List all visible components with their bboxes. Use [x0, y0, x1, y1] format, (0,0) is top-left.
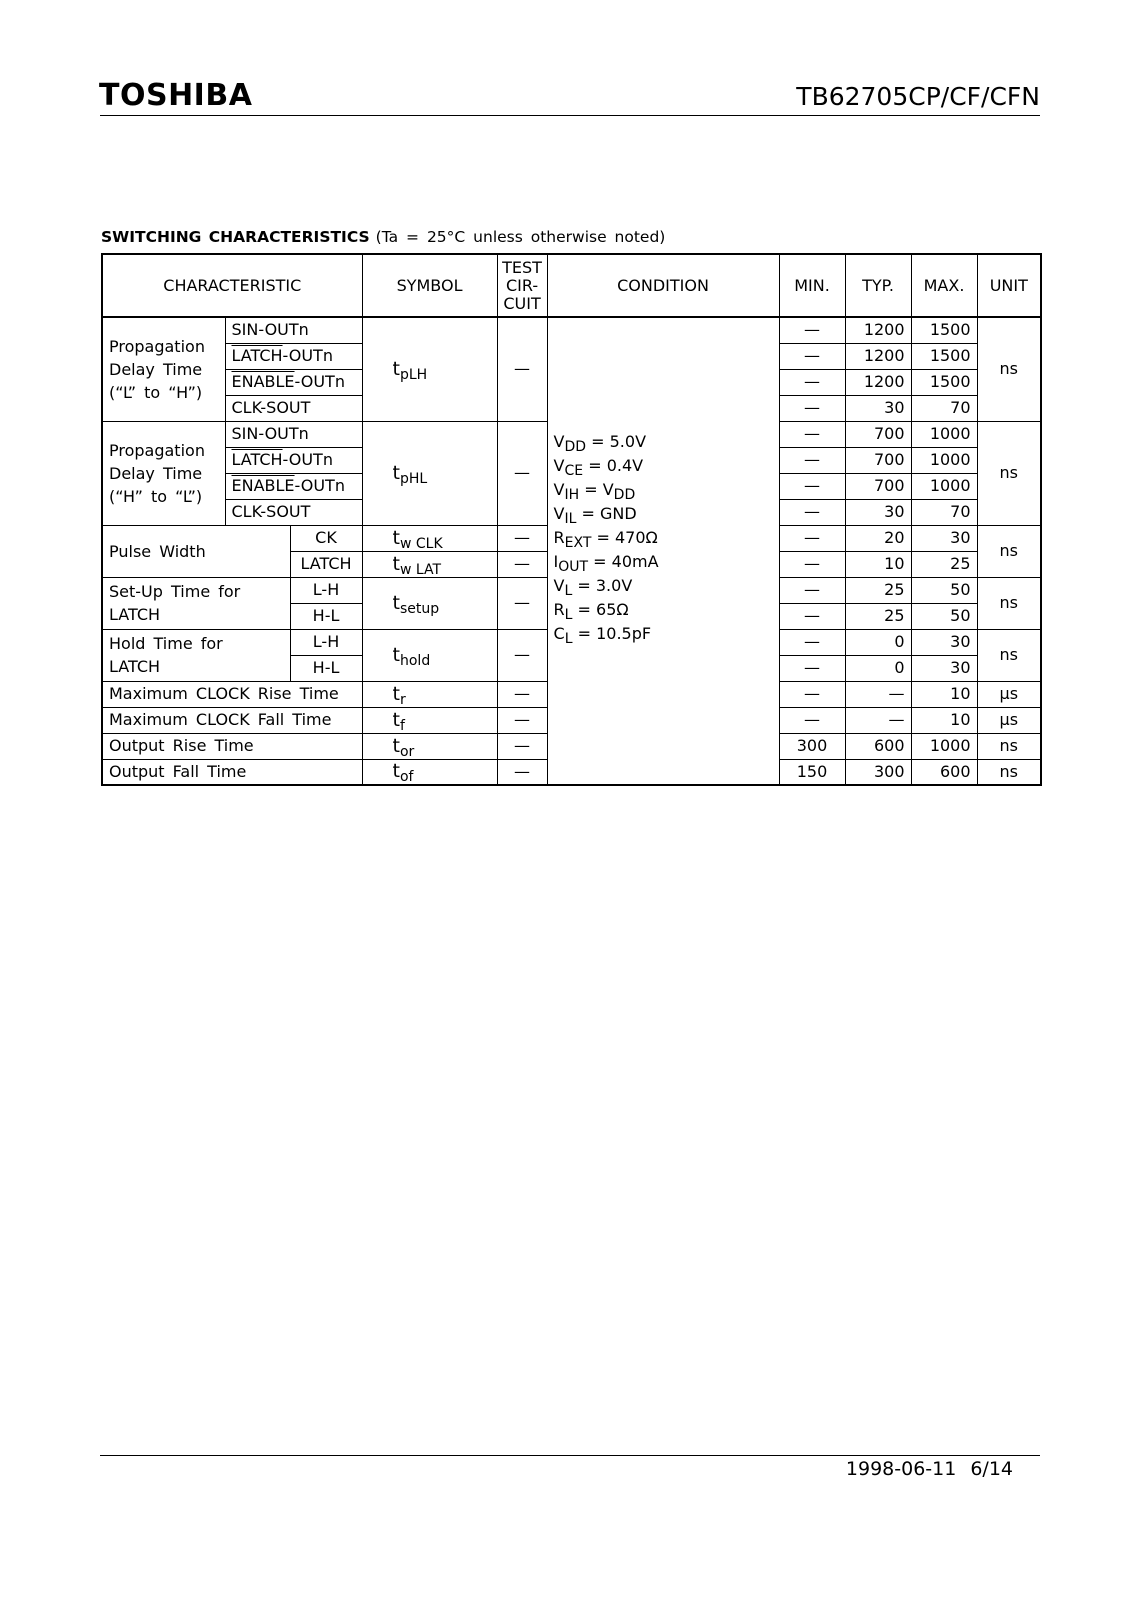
cond-var: V: [553, 576, 565, 595]
label-line: Delay Time: [109, 463, 203, 483]
header-test-circuit: [497, 254, 547, 317]
symbol-sub: hold: [399, 652, 431, 669]
max-value: 10: [911, 707, 977, 733]
cond-sub: DD: [564, 439, 587, 455]
test-circuit: —: [497, 733, 547, 759]
label-line: Delay Time: [109, 359, 203, 379]
test-circuit: —: [497, 525, 547, 551]
header-test-line: CUIT: [503, 293, 541, 313]
header-divider: [100, 115, 1040, 116]
symbol-main: t: [392, 760, 400, 783]
symbol-sub: of: [399, 769, 414, 785]
max-value: 1500: [911, 369, 977, 395]
header-max: MAX.: [911, 254, 977, 317]
cond-sub: OUT: [558, 559, 589, 575]
label-line: (“L” to “H”): [109, 382, 203, 402]
max-value: 50: [911, 603, 977, 629]
propagation-hl-label: [102, 421, 225, 525]
cond-sub: IH: [564, 487, 580, 503]
condition-line: [554, 574, 775, 598]
cond-sub: EXT: [564, 535, 592, 551]
test-circuit: —: [497, 317, 547, 421]
test-circuit: —: [497, 707, 547, 733]
max-value: 1000: [911, 447, 977, 473]
unit-value: μs: [977, 707, 1041, 733]
max-clock-rise-label: Maximum CLOCK Rise Time: [102, 681, 362, 707]
cond-sub: L: [564, 583, 573, 599]
typ-value: 30: [845, 499, 911, 525]
min-value: —: [779, 317, 845, 343]
symbol-main: t: [392, 526, 400, 549]
unit-value: ns: [977, 421, 1041, 525]
condition-line: [554, 622, 775, 646]
label-line: Propagation: [109, 336, 205, 356]
test-circuit: —: [497, 551, 547, 577]
path-rest: -OUTn: [282, 450, 333, 469]
typ-value: 0: [845, 629, 911, 655]
condition-cell: [547, 317, 779, 785]
symbol-sub: w CLK: [399, 535, 443, 551]
condition-line: [554, 550, 775, 574]
cond-var: R: [553, 600, 565, 619]
symbol-tphl: [362, 421, 497, 525]
max-value: 10: [911, 681, 977, 707]
cond-sub: L: [564, 631, 573, 647]
path-overlined: LATCH: [231, 450, 283, 469]
symbol-tf: [362, 707, 497, 733]
sub-condition: H-L: [290, 603, 362, 629]
unit-value: ns: [977, 759, 1041, 785]
max-value: 70: [911, 499, 977, 525]
max-value: 1500: [911, 343, 977, 369]
unit-value: ns: [977, 525, 1041, 577]
cond-var: V: [553, 432, 565, 451]
symbol-tw-clk: [362, 525, 497, 551]
label-line: LATCH: [109, 605, 161, 624]
typ-value: 10: [845, 551, 911, 577]
unit-value: ns: [977, 733, 1041, 759]
max-value: 70: [911, 395, 977, 421]
path-rest: -OUTn: [282, 346, 333, 365]
max-value: 30: [911, 629, 977, 655]
min-value: —: [779, 577, 845, 603]
typ-value: 0: [845, 655, 911, 681]
header-row: [102, 254, 1041, 317]
table-row: [102, 317, 1041, 343]
output-fall-label: Output Fall Time: [102, 759, 362, 785]
typ-value: 1200: [845, 317, 911, 343]
max-value: 30: [911, 655, 977, 681]
cond-value: = 10.5pF: [572, 624, 652, 643]
cond-value: = 5.0V: [586, 432, 647, 451]
path-overlined: ENABLE: [231, 476, 295, 495]
footer-date: 1998-06-11: [845, 1458, 957, 1480]
typ-value: 700: [845, 473, 911, 499]
symbol-main: t: [392, 708, 400, 731]
symbol-tsetup: [362, 577, 497, 629]
cond-var: V: [553, 504, 565, 523]
hold-time-label: [102, 629, 290, 681]
pulse-width-label: [102, 525, 290, 577]
cond-value: = 470Ω: [591, 528, 658, 547]
path-overlined: ENABLE: [231, 372, 295, 391]
symbol-tof: [362, 759, 497, 785]
min-value: —: [779, 343, 845, 369]
min-value: 300: [779, 733, 845, 759]
cond-sub: DD: [613, 487, 636, 503]
path-sin-outn: SIN-OUTn: [225, 421, 362, 447]
min-value: —: [779, 603, 845, 629]
label-line: (“H” to “L”): [109, 486, 203, 506]
condition-line: [554, 502, 775, 526]
symbol-sub: w LAT: [399, 561, 442, 577]
output-rise-label: Output Rise Time: [102, 733, 362, 759]
page-number: 6/14: [970, 1458, 1013, 1480]
section-note: (Ta = 25°C unless otherwise noted): [375, 228, 666, 246]
unit-value: ns: [977, 629, 1041, 681]
max-value: 50: [911, 577, 977, 603]
min-value: —: [779, 447, 845, 473]
symbol-tor: [362, 733, 497, 759]
min-value: —: [779, 473, 845, 499]
path-sin-outn: SIN-OUTn: [225, 317, 362, 343]
header-condition: CONDITION: [547, 254, 779, 317]
test-circuit: —: [497, 629, 547, 681]
typ-value: 20: [845, 525, 911, 551]
typ-value: 700: [845, 447, 911, 473]
condition-line: [554, 598, 775, 622]
header-unit: UNIT: [977, 254, 1041, 317]
path-rest: -OUTn: [294, 476, 345, 495]
setup-time-label: [102, 577, 290, 629]
typ-value: 25: [845, 577, 911, 603]
symbol-sub: r: [399, 691, 406, 707]
test-circuit: —: [497, 759, 547, 785]
symbol-tplh: [362, 317, 497, 421]
propagation-lh-label: [102, 317, 225, 421]
switching-characteristics-table: [101, 253, 1042, 786]
min-value: —: [779, 369, 845, 395]
symbol-sub: setup: [399, 600, 440, 617]
cond-sub: CE: [564, 463, 584, 479]
typ-value: 1200: [845, 343, 911, 369]
label-line: LATCH: [109, 657, 161, 676]
part-number: TB62705CP/CF/CFN: [796, 82, 1040, 111]
path-enable-outn: [225, 369, 362, 395]
symbol-main: t: [392, 734, 400, 757]
path-clk-sout: CLK-SOUT: [225, 499, 362, 525]
max-value: 1500: [911, 317, 977, 343]
min-value: —: [779, 499, 845, 525]
header-min: MIN.: [779, 254, 845, 317]
typ-value: 700: [845, 421, 911, 447]
section-title: [101, 227, 665, 247]
typ-value: 1200: [845, 369, 911, 395]
cond-value: = 3.0V: [572, 576, 633, 595]
unit-value: μs: [977, 681, 1041, 707]
symbol-main: t: [392, 682, 400, 705]
path-clk-sout: CLK-SOUT: [225, 395, 362, 421]
cond-sub: IL: [564, 511, 577, 527]
path-overlined: LATCH: [231, 346, 283, 365]
max-value: 1000: [911, 421, 977, 447]
symbol-tw-lat: [362, 551, 497, 577]
typ-value: 30: [845, 395, 911, 421]
symbol-sub: f: [399, 717, 405, 733]
cond-value: = 40mA: [588, 552, 659, 571]
path-latch-outn: [225, 447, 362, 473]
path-rest: -OUTn: [294, 372, 345, 391]
path-enable-outn: [225, 473, 362, 499]
cond-var: V: [553, 456, 565, 475]
symbol-main: t: [392, 552, 400, 575]
cond-value: = V: [579, 480, 614, 499]
footer-divider: [100, 1455, 1040, 1456]
max-clock-fall-label: Maximum CLOCK Fall Time: [102, 707, 362, 733]
condition-line: [554, 478, 775, 502]
min-value: —: [779, 395, 845, 421]
test-circuit: —: [497, 681, 547, 707]
header-typ: TYP.: [845, 254, 911, 317]
typ-value: —: [845, 707, 911, 733]
min-value: —: [779, 707, 845, 733]
test-circuit: —: [497, 577, 547, 629]
symbol-thold: [362, 629, 497, 681]
cond-value: = 0.4V: [583, 456, 644, 475]
min-value: —: [779, 525, 845, 551]
sub-condition: L-H: [290, 577, 362, 603]
cond-var: R: [553, 528, 565, 547]
cond-var: C: [553, 624, 565, 643]
footer: [846, 1457, 1013, 1481]
sub-condition: H-L: [290, 655, 362, 681]
min-value: —: [779, 421, 845, 447]
max-value: 25: [911, 551, 977, 577]
condition-line: [554, 430, 775, 454]
symbol-main: t: [392, 357, 400, 380]
symbol-sub: pHL: [399, 470, 428, 487]
symbol-main: t: [392, 591, 400, 614]
cond-sub: L: [564, 607, 573, 623]
max-value: 1000: [911, 733, 977, 759]
cond-var: I: [553, 552, 559, 571]
min-value: 150: [779, 759, 845, 785]
cond-value: = GND: [576, 504, 637, 523]
max-value: 600: [911, 759, 977, 785]
label-line: Propagation: [109, 440, 205, 460]
max-value: 1000: [911, 473, 977, 499]
condition-line: [554, 526, 775, 550]
cond-var: V: [553, 480, 565, 499]
test-circuit: —: [497, 421, 547, 525]
cond-value: = 65Ω: [572, 600, 629, 619]
unit-value: ns: [977, 577, 1041, 629]
unit-value: ns: [977, 317, 1041, 421]
min-value: —: [779, 551, 845, 577]
condition-line: [554, 454, 775, 478]
typ-value: 600: [845, 733, 911, 759]
symbol-tr: [362, 681, 497, 707]
section-heading: SWITCHING CHARACTERISTICS: [101, 228, 370, 246]
typ-value: 300: [845, 759, 911, 785]
label-line: Hold Time for: [109, 634, 223, 653]
header-characteristic: CHARACTERISTIC: [102, 254, 362, 317]
path-latch-outn: [225, 343, 362, 369]
sub-condition: L-H: [290, 629, 362, 655]
symbol-sub: pLH: [399, 366, 428, 383]
header-symbol: SYMBOL: [362, 254, 497, 317]
typ-value: —: [845, 681, 911, 707]
header-test-line: CIR-: [505, 275, 539, 295]
sub-condition: CK: [290, 525, 362, 551]
max-value: 30: [911, 525, 977, 551]
symbol-main: t: [392, 643, 400, 666]
header-test-line: TEST: [502, 257, 542, 277]
typ-value: 25: [845, 603, 911, 629]
toshiba-logo: TOSHIBA: [99, 78, 253, 113]
label-line: Set-Up Time for: [109, 582, 241, 601]
symbol-main: t: [392, 461, 400, 484]
sub-condition: LATCH: [290, 551, 362, 577]
label-line: Pulse Width: [109, 541, 206, 561]
symbol-sub: or: [399, 743, 415, 759]
min-value: —: [779, 681, 845, 707]
min-value: —: [779, 629, 845, 655]
min-value: —: [779, 655, 845, 681]
